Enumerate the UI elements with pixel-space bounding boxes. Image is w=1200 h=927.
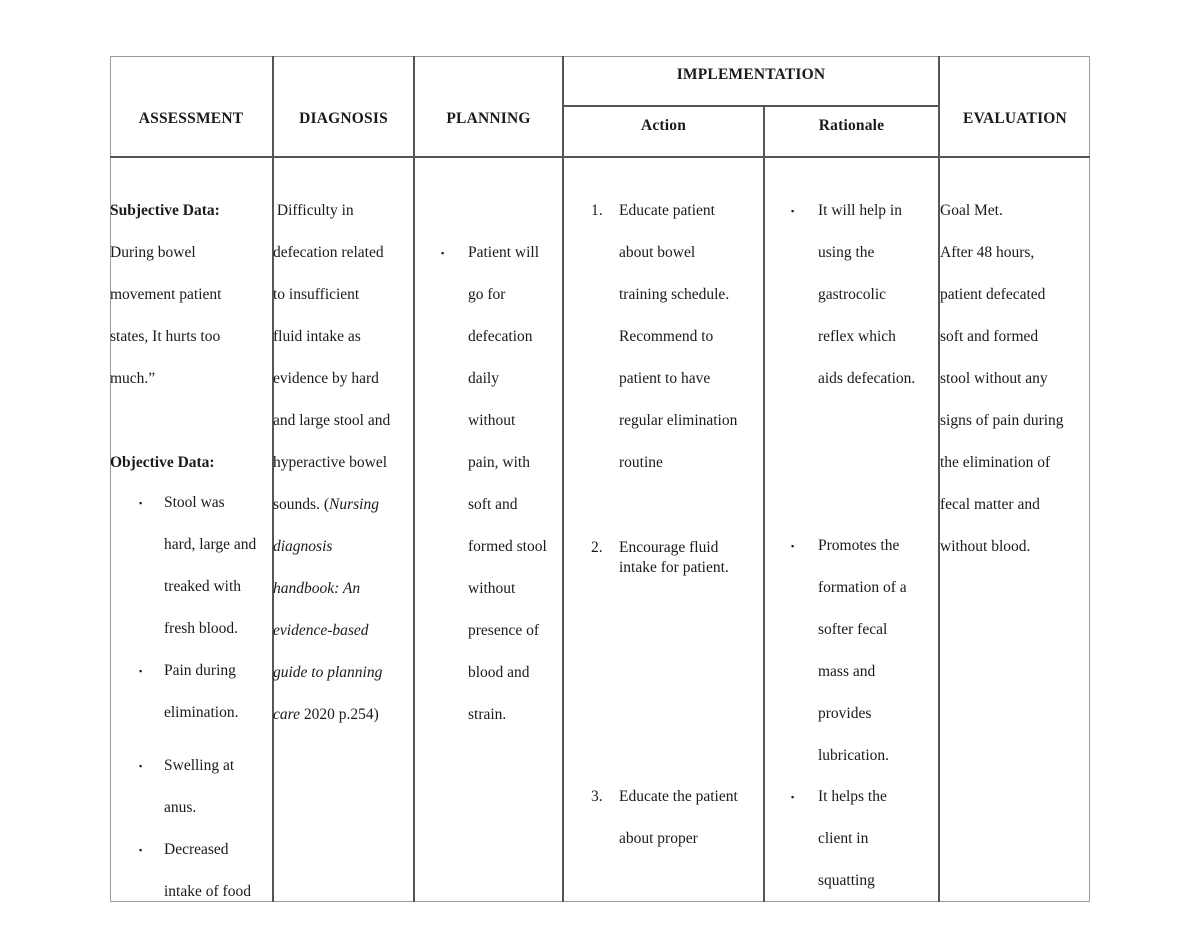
bullet-icon: ▪: [791, 541, 795, 551]
objective-line: treaked with: [164, 578, 242, 595]
bullet-icon: ▪: [791, 206, 795, 216]
column-divider: [413, 56, 415, 902]
subjective-line: movement patient: [110, 286, 222, 303]
objective-item: [164, 482, 256, 650]
rationale-line: Promotes the: [818, 537, 900, 554]
objective-label: Objective Data:: [110, 454, 215, 471]
diagnosis-cell: [273, 190, 390, 736]
diagnosis-line: hyperactive bowel: [273, 454, 388, 471]
objective-item: [164, 829, 251, 913]
action-line: intake for patient.: [619, 559, 729, 576]
rationale-line: formation of a: [818, 579, 907, 596]
diagnosis-line: fluid intake as: [273, 328, 361, 345]
header-divider: [110, 156, 1090, 158]
diagnosis-line: [273, 484, 390, 526]
citation-line: guide to planning: [273, 664, 383, 681]
column-divider: [763, 106, 765, 902]
objective-line: hard, large and: [164, 536, 257, 553]
planning-cell: [468, 232, 547, 736]
citation-text: care: [273, 706, 300, 723]
planning-line: presence of: [468, 622, 539, 639]
assessment-cell: [110, 190, 221, 484]
objective-item: [164, 650, 238, 734]
action-line: training schedule.: [619, 286, 730, 303]
evaluation-cell: [940, 190, 1064, 568]
rationale-line: mass and: [818, 663, 876, 680]
subheader-divider: [563, 105, 939, 107]
planning-line: defecation: [468, 328, 533, 345]
bullet-icon: ▪: [139, 761, 143, 771]
action-line: Recommend to: [619, 328, 714, 345]
rationale-line: lubrication.: [818, 747, 890, 764]
header-action: Action: [640, 117, 687, 134]
evaluation-line: stool without any: [940, 370, 1048, 387]
objective-line: Stool was: [164, 494, 225, 511]
planning-line: without: [468, 412, 516, 429]
subjective-label: Subjective Data:: [110, 202, 220, 219]
objective-line: fresh blood.: [164, 620, 239, 637]
header-implementation: IMPLEMENTATION: [676, 66, 826, 83]
action-item: [619, 538, 729, 578]
action-item: [619, 190, 737, 484]
objective-line: intake of food: [164, 883, 251, 900]
diagnosis-line: defecation related: [273, 244, 384, 261]
objective-line: anus.: [164, 799, 197, 816]
rationale-line: reflex which: [818, 328, 896, 345]
evaluation-line: signs of pain during: [940, 412, 1064, 429]
planning-line: formed stool: [468, 538, 547, 555]
action-number: 3.: [591, 788, 603, 805]
evaluation-line: without blood.: [940, 538, 1031, 555]
action-number: 2.: [591, 539, 603, 556]
citation-line: handbook: An: [273, 580, 361, 597]
rationale-item: [818, 525, 907, 777]
action-line: patient to have: [619, 370, 711, 387]
rationale-line: squatting: [818, 872, 875, 889]
rationale-line: provides: [818, 705, 872, 722]
rationale-line: It helps the: [818, 788, 887, 805]
action-number: 1.: [591, 202, 603, 219]
bullet-icon: ▪: [791, 792, 795, 802]
header-assessment: ASSESSMENT: [138, 110, 244, 127]
bullet-icon: ▪: [139, 498, 143, 508]
rationale-item: [818, 190, 915, 400]
header-diagnosis: DIAGNOSIS: [299, 110, 388, 127]
subjective-line: much.”: [110, 370, 156, 387]
evaluation-line: patient defecated: [940, 286, 1046, 303]
subjective-line: During bowel: [110, 244, 196, 261]
action-line: Encourage fluid: [619, 539, 719, 556]
action-line: about proper: [619, 830, 698, 847]
action-line: Educate patient: [619, 202, 715, 219]
action-line: regular elimination: [619, 412, 738, 429]
action-item: [619, 776, 738, 860]
evaluation-line: Goal Met.: [940, 202, 1003, 219]
action-line: about bowel: [619, 244, 696, 261]
planning-line: go for: [468, 286, 506, 303]
rationale-item: [818, 776, 887, 902]
citation-line: evidence-based: [273, 622, 369, 639]
rationale-line: using the: [818, 244, 875, 261]
action-line: Educate the patient: [619, 788, 738, 805]
objective-item: [164, 745, 234, 829]
citation-line: [273, 694, 390, 736]
planning-line: soft and: [468, 496, 518, 513]
planning-line: without: [468, 580, 516, 597]
header-evaluation: EVALUATION: [963, 110, 1067, 127]
citation-year: 2020 p.254): [299, 706, 379, 723]
citation-line: diagnosis: [273, 538, 333, 555]
objective-line: elimination.: [164, 704, 239, 721]
evaluation-line: soft and formed: [940, 328, 1039, 345]
bullet-icon: ▪: [139, 845, 143, 855]
rationale-line: gastrocolic: [818, 286, 887, 303]
objective-line: Pain during: [164, 662, 236, 679]
evaluation-line: After 48 hours,: [940, 244, 1035, 261]
header-rationale: Rationale: [818, 117, 885, 134]
bullet-icon: ▪: [139, 666, 143, 676]
diagnosis-line: Difficulty in: [273, 202, 354, 219]
planning-line: blood and: [468, 664, 530, 681]
column-divider: [562, 56, 564, 902]
planning-line: strain.: [468, 706, 507, 723]
bullet-icon: ▪: [441, 248, 445, 258]
diagnosis-line: evidence by hard: [273, 370, 379, 387]
diagnosis-line: to insufficient: [273, 286, 360, 303]
evaluation-line: fecal matter and: [940, 496, 1040, 513]
header-planning: PLANNING: [446, 110, 531, 127]
rationale-line: softer fecal: [818, 621, 888, 638]
diagnosis-line: and large stool and: [273, 412, 391, 429]
objective-line: Swelling at: [164, 757, 235, 774]
planning-line: daily: [468, 370, 499, 387]
subjective-line: states, It hurts too: [110, 328, 221, 345]
objective-line: Decreased: [164, 841, 229, 858]
action-line: routine: [619, 454, 663, 471]
rationale-line: client in: [818, 830, 869, 847]
citation-text: Nursing: [328, 496, 379, 513]
planning-line: pain, with: [468, 454, 530, 471]
rationale-line: It will help in: [818, 202, 902, 219]
planning-line: Patient will: [468, 244, 540, 261]
evaluation-line: the elimination of: [940, 454, 1051, 471]
rationale-line: aids defecation.: [818, 370, 916, 387]
diagnosis-text: sounds. (: [273, 496, 329, 513]
